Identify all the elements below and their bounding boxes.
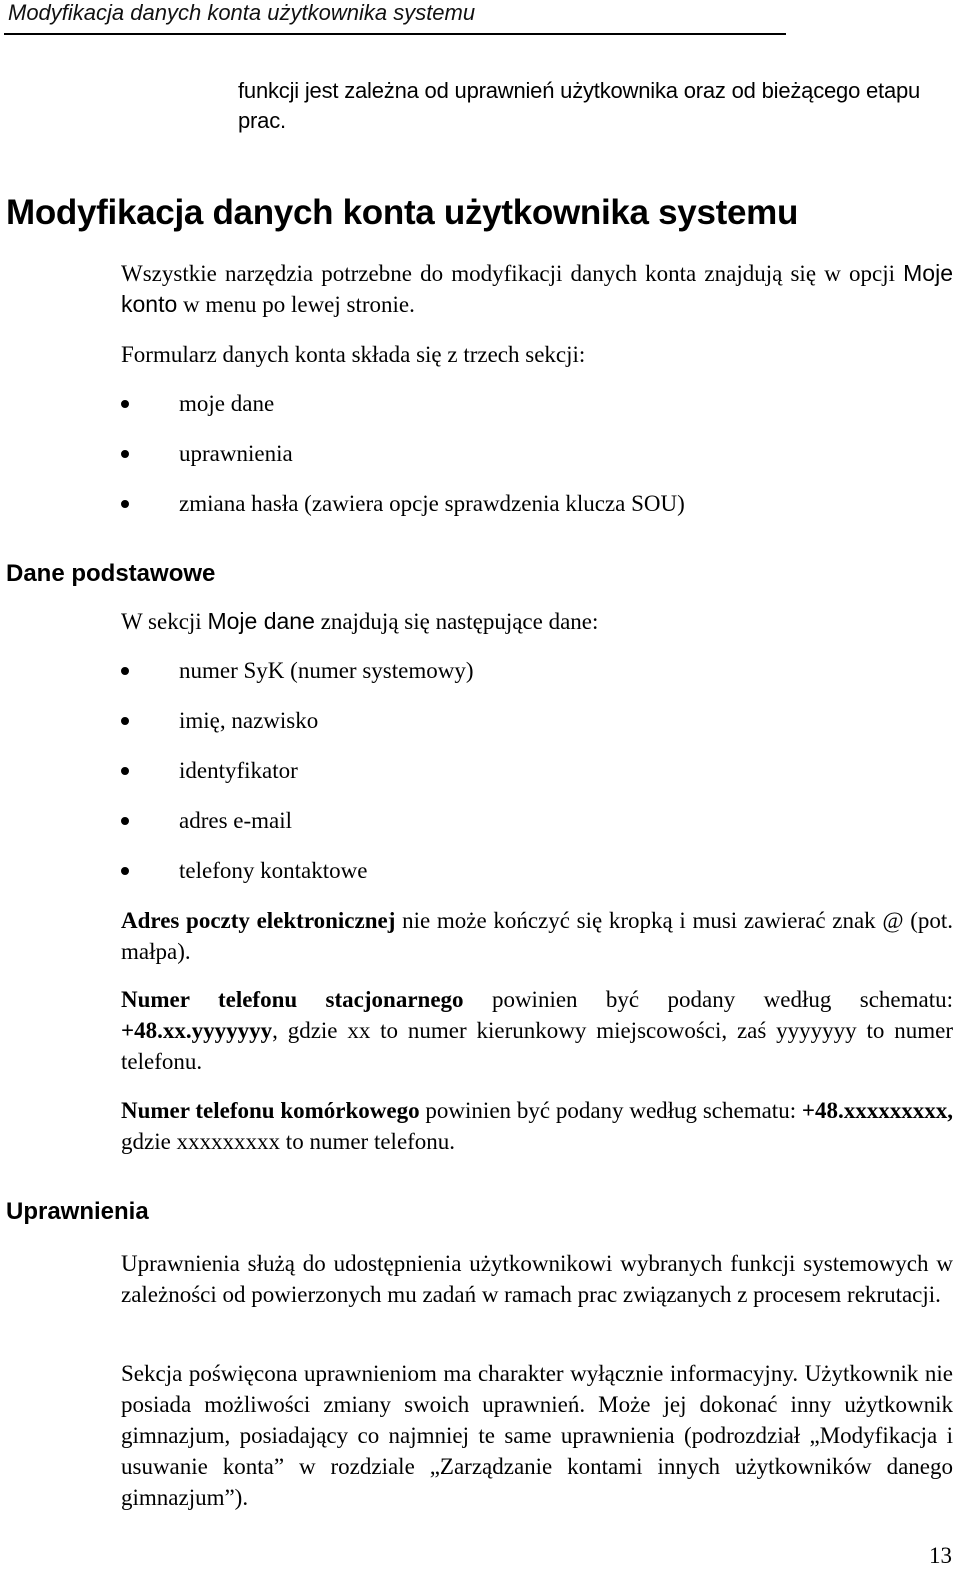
email-note-text: nie może kończyć się kropką i musi zawierać znak @ (pot. małpa).	[121, 908, 954, 964]
email-note-bold: Adres poczty elektronicznej	[121, 908, 396, 933]
list-item-text: imię, nazwisko	[179, 708, 319, 733]
heading-dane-podstawowe: Dane podstawowe	[6, 560, 216, 587]
mobile-note-text-1: powinien być podany według schematu:	[419, 1098, 802, 1123]
bullet-icon	[121, 867, 129, 875]
header-divider	[4, 33, 786, 35]
dane-intro	[121, 606, 953, 637]
bullet-icon	[121, 767, 129, 775]
landline-note-text-1: powinien być podany według schematu:	[463, 987, 953, 1012]
bullet-icon	[121, 817, 129, 825]
landline-note-text-2: , gdzie xx to numer kierunkowy miejscowości, zaś yyyyyyy to numer telefonu.	[121, 1018, 953, 1074]
list-item-text: adres e-mail	[179, 808, 293, 833]
bullet-icon	[121, 400, 129, 408]
heading-uprawnienia: Uprawnienia	[6, 1198, 149, 1225]
dane-intro-b: znajdują się następujące dane:	[314, 609, 599, 634]
mobile-format: +48.xxxxxxxxx,	[801, 1098, 953, 1123]
intro-text-a: Wszystkie narzędzia potrzebne do modyfikacji danych konta znajdują się w opcji	[121, 261, 904, 286]
intro-line-1: funkcji jest zależna od uprawnień użytkownika oraz od bieżącego etapu	[238, 78, 921, 103]
menu-name-moje-dane: Moje dane	[207, 608, 315, 634]
dane-intro-a: W sekcji	[121, 609, 208, 634]
mobile-note-bold: Numer telefonu komórkowego	[121, 1098, 420, 1123]
list-item-text: uprawnienia	[179, 441, 293, 466]
bullet-icon	[121, 500, 129, 508]
landline-note-bold: Numer telefonu stacjonarnego	[121, 987, 464, 1012]
list-item-text: numer SyK (numer systemowy)	[179, 658, 474, 683]
list-item-text: identyfikator	[179, 758, 298, 783]
menu-name-moje-konto: Moje konto	[121, 260, 953, 317]
uprawnienia-paragraph-1: Uprawnienia służą do udostępnienia użytkownikowi wybranych funkcji systemowych w zależności od powierzonych mu zadań w ramach prac związanych z procesem rekrutacji.	[121, 1251, 953, 1307]
intro-line-2: prac.	[238, 108, 286, 133]
uprawnienia-paragraph-2: Sekcja poświęcona uprawnieniom ma charakter wyłącznie informacyjny. Użytkownik nie posiada możliwości zmiany swoich uprawnień. Może jej dokonać inny użytkownik gimnazjum, posiadający co najmniej te same uprawnienia (podrozdział „Modyfikacja i usuwanie konta” w rozdziale „Zarządzanie kontami innych użytkowników danego gimnazjum”).	[121, 1361, 953, 1510]
form-sections-intro: Formularz danych konta składa się z trzech sekcji:	[121, 342, 586, 367]
mobile-note	[121, 1095, 953, 1157]
intro-continuation	[238, 76, 958, 136]
section-title: Modyfikacja danych konta użytkownika systemu	[6, 193, 799, 232]
landline-format: +48.xx.yyyyyyy	[121, 1018, 273, 1043]
intro-text-b: w menu po lewej stronie.	[177, 292, 415, 317]
list-item-text: zmiana hasła (zawiera opcje sprawdzenia klucza SOU)	[179, 491, 685, 516]
bullet-icon	[121, 667, 129, 675]
list-item-text: moje dane	[179, 391, 275, 416]
list-item-text: telefony kontaktowe	[179, 858, 368, 883]
intro-paragraph	[121, 258, 953, 320]
bullet-icon	[121, 717, 129, 725]
mobile-note-text-2: gdzie xxxxxxxxx to numer telefonu.	[121, 1129, 456, 1154]
bullet-icon	[121, 450, 129, 458]
page-number: 13	[929, 1543, 952, 1568]
running-header: Modyfikacja danych konta użytkownika systemu	[8, 0, 476, 25]
email-note	[121, 905, 953, 967]
landline-note	[121, 984, 953, 1077]
